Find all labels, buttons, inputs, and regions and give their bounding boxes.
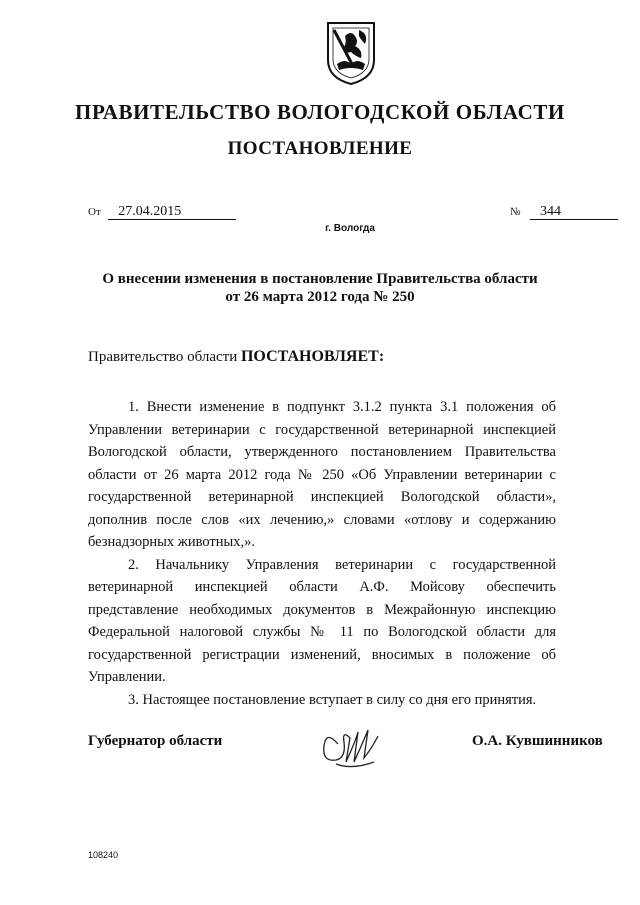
paragraph-2: 2. Начальнику Управления ветеринарии с государственной ветеринарной инспекцией области А.Ф. Мойсову обеспечить представление необходимых документов в Межрайонную инспекцию Федеральной налоговой службы № 11 по Вологодской области для государственной регистрации изменений, вносимых в положение об Управлении. [88, 556, 556, 685]
coat-of-arms-icon [325, 20, 377, 86]
document-code: 108240 [88, 850, 119, 860]
signatory-name: О.А. Кувшинников [472, 733, 603, 749]
number-label: № [510, 206, 521, 218]
paragraph-1: 1. Внести изменение в подпункт 3.1.2 пункта 3.1 положения об Управлении ветеринарии с государственной ветеринарной инспекцией Вологодской области, утвержденного постановлением Правительства области от 26 марта 2012 года № 250 «Об Управлении ветеринарии с государственной ветеринарной инспекцией Вологодской области», дополнив после слов «их лечению,» словами «отлову и содержанию безнадзорных животных,». [88, 399, 556, 550]
organization-title: ПРАВИТЕЛЬСТВО ВОЛОГОДСКОЙ ОБЛАСТИ [75, 100, 565, 124]
subject-line-1: О внесении изменения в постановление Правительства области [102, 271, 538, 287]
preamble-decree: ПОСТАНОВЛЯЕТ: [240, 348, 385, 365]
number-row [510, 204, 618, 220]
number-value: 344 [530, 205, 618, 220]
document-body [88, 396, 556, 711]
date-label: От [88, 206, 101, 218]
preamble-text: Правительство области [88, 349, 241, 365]
signature-icon [316, 718, 388, 772]
document-type: ПОСТАНОВЛЕНИЕ [227, 138, 413, 159]
paragraph-3: 3. Настоящее постановление вступает в силу со дня его принятия. [128, 691, 537, 708]
city: г. Вологда [325, 223, 375, 234]
subject [0, 270, 640, 306]
date-value: 27.04.2015 [108, 205, 236, 220]
date-row [88, 204, 236, 220]
subject-line-2: от 26 марта 2012 года № 250 [225, 289, 415, 305]
signatory-title: Губернатор области [88, 733, 223, 749]
preamble [88, 348, 384, 366]
